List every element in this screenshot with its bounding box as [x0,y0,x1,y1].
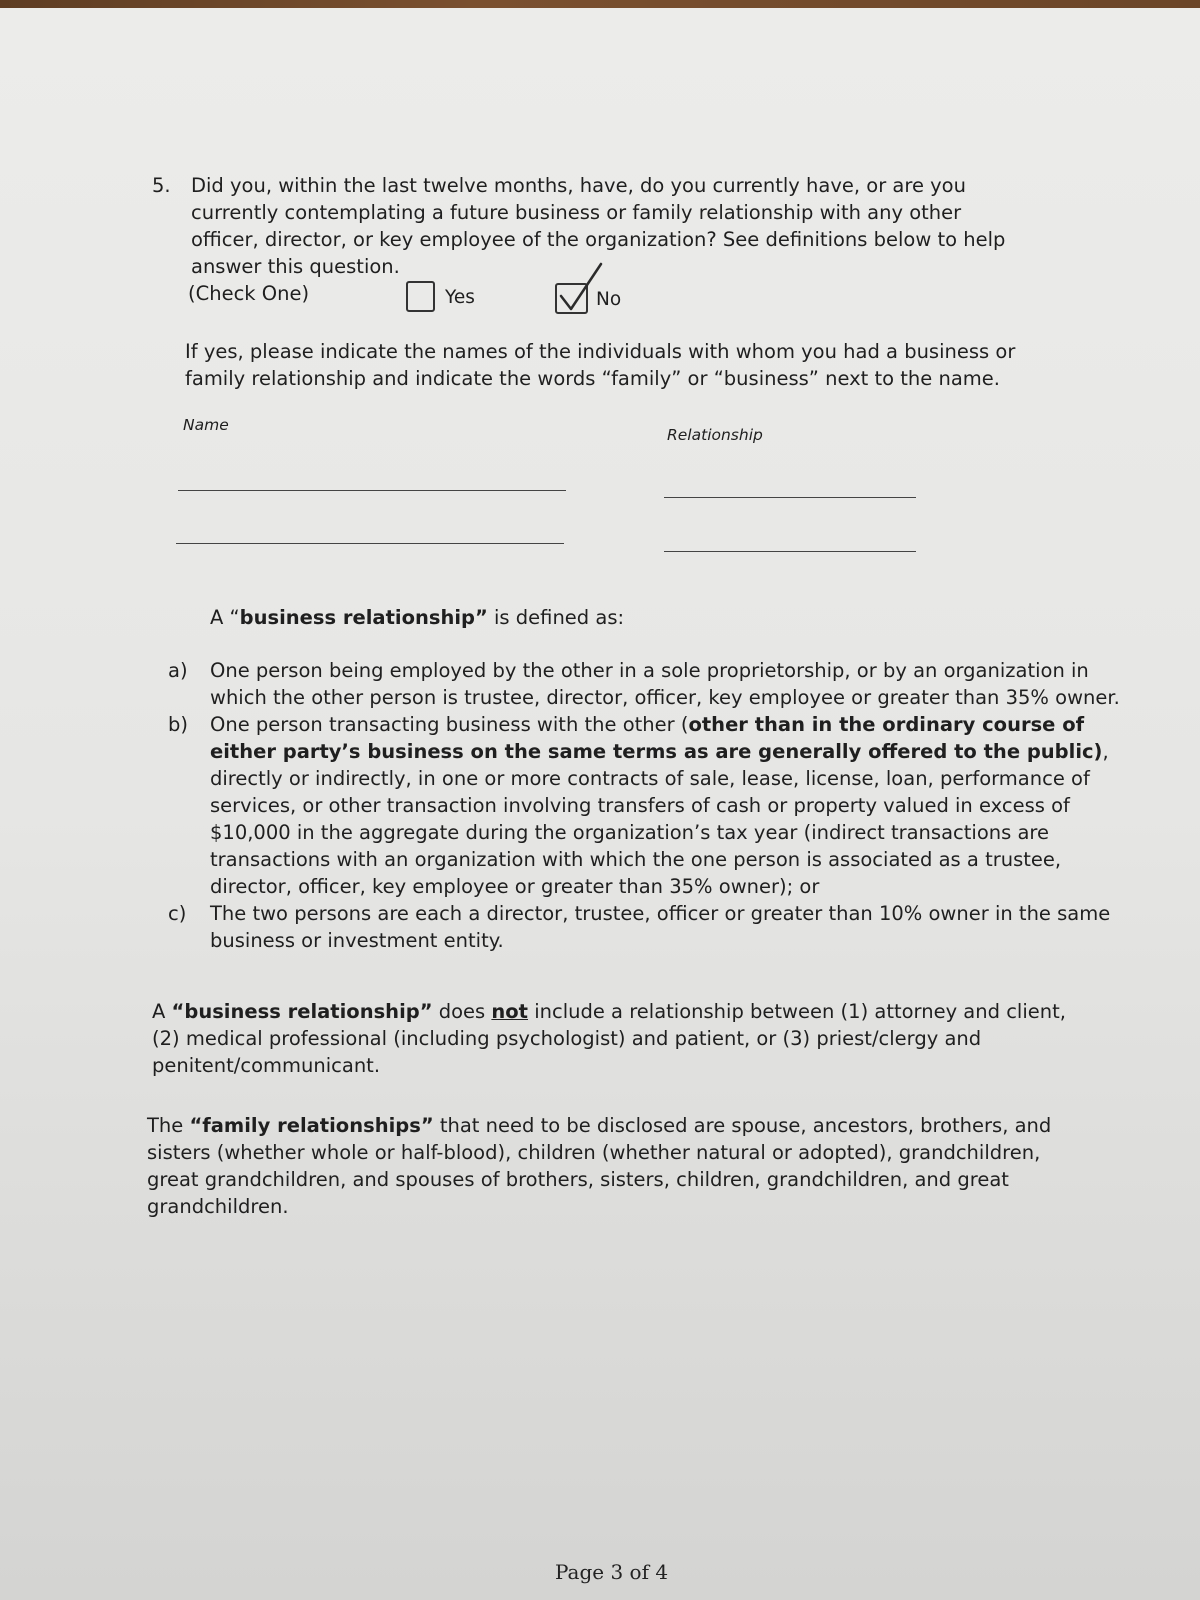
list-item [168,900,1128,954]
business-definition-heading: A “business relationship” is defined as: [210,606,625,629]
list-item [168,657,1128,711]
list-marker: b) [168,713,188,736]
relationship-column-label: Relationship [667,426,763,444]
list-item-text: One person being employed by the other in a sole proprietorship, or by an organization in which the other person is trustee, director, officer, key employee or greater than 35% owner. [210,659,1120,709]
family-paragraph: The “family relationships” that need to be disclosed are spouse, ancestors, brothers, and sisters (whether whole or half-blood), children (whether natural or adopted), grandchildren, great grandchildren, and spouses of brothers, sisters, children, grandchildren, and great grandchildren. [147,1114,1052,1218]
no-label: No [596,289,622,310]
bold-term: “family relationships” [189,1114,434,1137]
question-text: Did you, within the last twelve months, have, do you currently have, or are you currently contemplating a future business or family relationship with any other officer, director, or key employee of the organization? See definitions below to help answer this question. [191,174,1006,278]
list-marker: c) [168,902,187,925]
bold-term: “business relationship” [171,1000,433,1023]
list-item-text: The two persons are each a director, trustee, officer or greater than 10% owner in the same business or investment entity. [210,902,1111,952]
table-edge [0,0,1200,8]
definition-list [168,657,1128,954]
check-one-label: (Check One) [188,282,310,305]
name-line-2[interactable] [176,543,564,544]
bold-term: business relationship” [239,606,488,629]
yes-label: Yes [445,287,475,308]
question-number: 5. [152,174,171,197]
name-column-label: Name [183,416,229,434]
list-item: b) One person transacting business with the other (other than in the ordinary course of either party’s business on the same terms as are generally offered to the public), directly or indirectly, in one or more contracts of sale, lease, license, loan, performance of services, or other transaction involving transfers of cash or property valued in excess of $10,000 in the aggregate during the organization’s tax year (indirect transactions are transactions with an organization with which the one person is associated as a trustee, director, officer, key employee or greater than 35% owner); or [168,713,1109,898]
page-number: Page 3 of 4 [555,1560,669,1584]
yes-checkbox[interactable] [406,281,435,312]
if-yes-instructions: If yes, please indicate the names of the individuals with whom you had a business or family relationship and indicate the words “family” or “business” next to the name. [185,340,1016,390]
name-line-1[interactable] [178,490,566,491]
relationship-line-1[interactable] [664,497,916,498]
list-item-text: One person transacting business with the other ( [210,713,689,736]
list-marker: a) [168,659,188,682]
bold-phrase: other than in the ordinary course of either party’s business on the same terms as are generally offered to the public) [210,713,1103,763]
relationship-line-2[interactable] [664,551,916,552]
exclusions-paragraph: A “business relationship” does not include a relationship between (1) attorney and client, (2) medical professional (including psychologist) and patient, or (3) priest/clergy and penitent/communicant. [152,1000,1066,1077]
underlined-not: not [491,1000,529,1023]
